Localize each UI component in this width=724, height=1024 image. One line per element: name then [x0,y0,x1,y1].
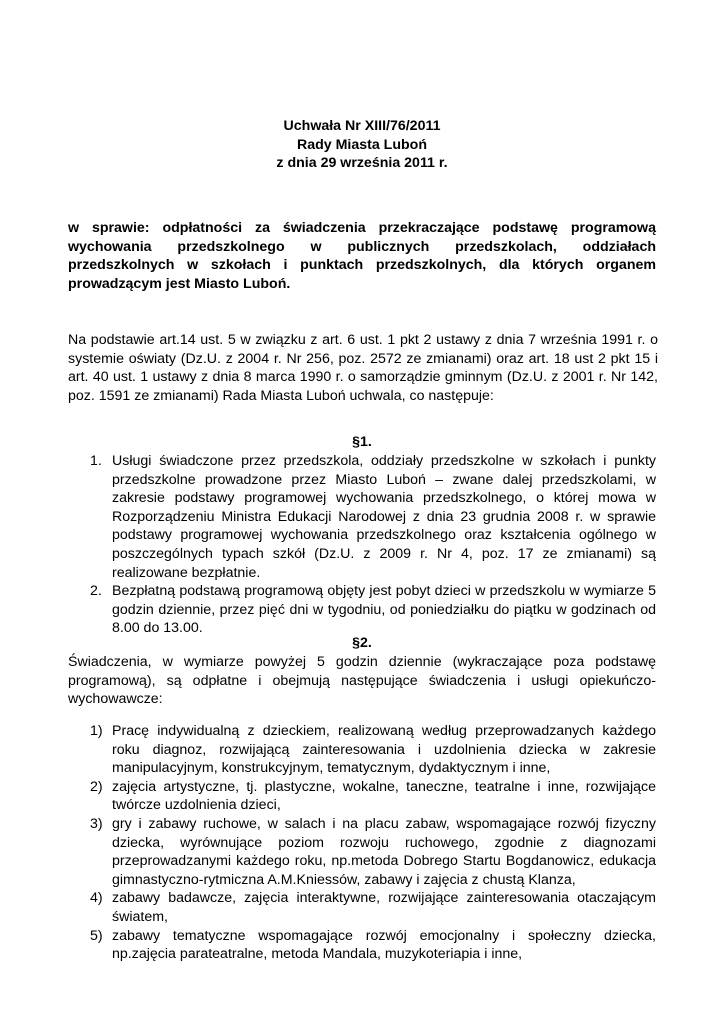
list-item [68,927,656,964]
list-item [68,452,656,582]
legal-basis-paragraph: Na podstawie art.14 ust. 5 w związku z art. 6 ust. 1 pkt 2 ustawy z dnia 7 września 1991 r. o systemie oświaty (Dz.U. z 2004 r. Nr 256, poz. 2572 ze zmianami) oraz art. 18 ust 2 pkt 15 i art. 40 ust. 1 ustawy z dnia 8 marca 1990 r. o samorządzie gminnym (Dz.U. z 2001 r. Nr 142, poz. 1591 ze zmianami) Rada Miasta Luboń uchwala, co następuje: [68,332,658,404]
list-item-text: zabawy badawcze, zajęcia interaktywne, rozwijające zainteresowania otaczającym światem, [112,890,656,925]
section-2-title: §2. [352,635,372,651]
list-item-number: 1) [90,723,103,739]
list-item-text: Pracę indywidualną z dzieckiem, realizowaną według przeprowadzanych każdego roku diagnoz, rozwijającą zainteresowania i uzdolnienia dziecka w zakresie manipulacyjnym, konstrukcyjnym, tematycznym, dydaktycznym i inne, [112,723,656,777]
list-item [68,778,656,815]
resolution-header [0,117,724,173]
list-item-text: Usługi świadczone przez przedszkola, oddziały przedszkolne w szkołach i punkty przedszkolne prowadzone przez Miasto Luboń – zwane dalej przedszkolami, w zakresie podstawy programowej wychowania przedszkolnego, o której mowa w Rozporządzeniu Ministra Edukacji Narodowej z dnia 23 grudnia 2008 r. w sprawie podstawy programowej wychowania przedszkolnego oraz kształcenia ogólnego w poszczególnych typach szkół (Dz.U. z 2009 r. Nr 4, poz. 17 ze zmianami) są realizowane bezpłatnie. [112,453,656,581]
list-item [68,722,656,778]
list-item-text: zajęcia artystyczne, tj. plastyczne, wokalne, taneczne, teatralne i inne, rozwijające twórcze uzdolnienia dzieci, [112,778,656,814]
list-item-text: zabawy tematyczne wspomagające rozwój emocjonalny i społeczny dziecka, np.zajęcia parateatralne, metoda Mandala, muzykoteriapia i inne, [112,927,656,963]
council-name: Rady Miasta Luboń [296,136,428,153]
list-item [68,815,656,889]
list-item-number: 2. [90,583,102,600]
list-item-number: 5) [90,927,103,944]
list-item [68,889,656,926]
list-item [68,582,656,638]
section-2-intro: Świadczenia, w wymiarze powyżej 5 godzin dziennie (wykraczające poza podstawę programową), są odpłatne i obejmują następujące świadczenia i usługi opiekuńczo-wychowawcze: [68,654,656,708]
list-item-number: 3) [90,815,103,832]
resolution-number: Uchwała Nr XIII/76/2011 [283,118,441,134]
list-item-text: gry i zabawy ruchowe, w salach i na placu zabaw, wspomagające rozwój fizyczny dziecka, wyrównujące poziom rozwoju ruchowego, zgodnie z diagnozami przeprowadzanymi każdego roku, np.metoda Dobrego Startu Bogdanowicz, edukacja gimnastyczno-rytmiczna A.M.Kniessów, zabawy i zajęcia z chustą Klanza, [112,815,656,888]
list-item-number: 1. [90,453,102,469]
list-item-number: 4) [90,890,103,907]
resolution-date: z dnia 29 września 2011 r. [276,155,448,171]
section-1-list [68,452,656,638]
section-1-title: §1. [352,434,372,450]
section-2-list [68,722,656,964]
list-item-text: Bezpłatną podstawą programową objęty jest pobyt dzieci w przedszkolu w wymiarze 5 godzin dziennie, przez pięć dni w tygodniu, od poniedziałku do piątku w godzinach od 8.00 do 13.00. [112,583,656,637]
resolution-subject: w sprawie: odpłatności za świadczenia przekraczające podstawę programową wychowania przedszkolnego w publicznych przedszkolach, oddziałach przedszkolnych w szkołach i punktach przedszkolnych, dla których organem prowadzącym jest Miasto Luboń. [68,220,656,292]
list-item-number: 2) [90,778,103,795]
